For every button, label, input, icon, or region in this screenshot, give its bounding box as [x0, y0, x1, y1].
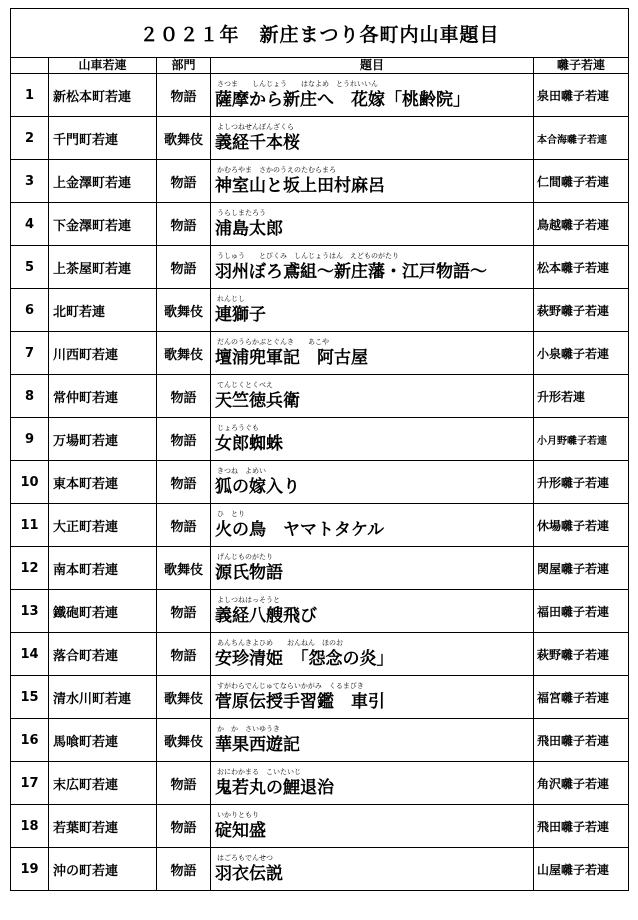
page-title: ２０２１年 新庄まつり各町内山車題目: [11, 9, 629, 58]
header-subject: 題目: [211, 58, 534, 74]
row-number: 18: [11, 805, 49, 848]
float-group-name: 東本町若連: [49, 461, 157, 504]
hayashi-group-name: 関屋囃子若連: [534, 547, 629, 590]
float-group-name: 北町若連: [49, 289, 157, 332]
subject-cell: [211, 332, 534, 375]
float-group-name: 南本町若連: [49, 547, 157, 590]
subject-title: 華果西遊記: [215, 734, 300, 755]
category-cell: 物語: [157, 633, 211, 676]
hayashi-group-name: 福宮囃子若連: [534, 676, 629, 719]
table-row: [11, 418, 629, 461]
subject-furigana: てんじくとくべえ: [217, 380, 273, 389]
subject-title: 安珍清姫 「怨念の炎」: [215, 648, 394, 669]
hayashi-group-name: 升形囃子若連: [534, 461, 629, 504]
table-row: [11, 848, 629, 891]
subject-title: 神室山と坂上田村麻呂: [215, 175, 385, 196]
subject-title: 壇浦兜軍記 阿古屋: [215, 347, 368, 368]
hayashi-group-name: 小月野囃子若連: [534, 418, 629, 461]
subject-cell: [211, 719, 534, 762]
table-body: [11, 74, 629, 891]
table-row: [11, 805, 629, 848]
hayashi-group-name: 休場囃子若連: [534, 504, 629, 547]
float-group-name: 新松本町若連: [49, 74, 157, 117]
row-number: 7: [11, 332, 49, 375]
row-number: 2: [11, 117, 49, 160]
float-group-name: 上金澤町若連: [49, 160, 157, 203]
subject-furigana: おにわかまる こいたいじ: [217, 767, 301, 776]
subject-furigana: か か さいゆうき: [217, 724, 280, 733]
row-number: 17: [11, 762, 49, 805]
float-group-name: 常仲町若連: [49, 375, 157, 418]
hayashi-group-name: 飛田囃子若連: [534, 719, 629, 762]
subject-cell: [211, 461, 534, 504]
row-number: 8: [11, 375, 49, 418]
table-row: [11, 676, 629, 719]
row-number: 11: [11, 504, 49, 547]
category-cell: 物語: [157, 805, 211, 848]
category-cell: 歌舞伎: [157, 289, 211, 332]
table-header-row: [11, 58, 629, 74]
category-cell: 歌舞伎: [157, 117, 211, 160]
category-cell: 歌舞伎: [157, 332, 211, 375]
category-cell: 物語: [157, 203, 211, 246]
subject-cell: [211, 848, 534, 891]
float-group-name: 千門町若連: [49, 117, 157, 160]
subject-title: 羽衣伝説: [215, 863, 283, 884]
subject-furigana: よしつねせんぼんざくら: [217, 122, 294, 131]
subject-title: 碇知盛: [215, 820, 266, 841]
subject-furigana: うらしまたろう: [217, 208, 266, 217]
row-number: 4: [11, 203, 49, 246]
subject-furigana: れんじし: [217, 294, 245, 303]
category-cell: 物語: [157, 160, 211, 203]
table-row: [11, 633, 629, 676]
hayashi-group-name: 升形若連: [534, 375, 629, 418]
subject-furigana: だんのうらかぶとぐんき あこや: [217, 337, 329, 346]
subject-furigana: じょろうぐも: [217, 423, 259, 432]
float-group-name: 大正町若連: [49, 504, 157, 547]
subject-title: 狐の嫁入り: [215, 476, 300, 497]
float-group-name: 下金澤町若連: [49, 203, 157, 246]
subject-cell: [211, 590, 534, 633]
table-row: [11, 547, 629, 590]
subject-furigana: うしゅう とびくみ しんじょうはん えどものがたり: [217, 251, 399, 260]
hayashi-group-name: 山屋囃子若連: [534, 848, 629, 891]
subject-cell: [211, 547, 534, 590]
subject-title: 鬼若丸の鯉退治: [215, 777, 334, 798]
table-row: [11, 461, 629, 504]
row-number: 16: [11, 719, 49, 762]
float-group-name: 沖の町若連: [49, 848, 157, 891]
table-row: [11, 246, 629, 289]
hayashi-group-name: 泉田囃子若連: [534, 74, 629, 117]
subject-furigana: よしつねはっそうと: [217, 595, 280, 604]
subject-title: 天竺徳兵衛: [215, 390, 300, 411]
subject-cell: [211, 676, 534, 719]
hayashi-group-name: 福田囃子若連: [534, 590, 629, 633]
subject-title: 義経千本桜: [215, 132, 300, 153]
table-row: [11, 203, 629, 246]
subject-furigana: かむろやま さかのうえのたむらまろ: [217, 165, 336, 174]
header-number: [11, 58, 49, 74]
table-row: [11, 289, 629, 332]
subject-cell: [211, 246, 534, 289]
table-row: [11, 160, 629, 203]
float-subject-table: [10, 8, 629, 891]
row-number: 15: [11, 676, 49, 719]
schedule-sheet: [10, 8, 628, 891]
float-group-name: 若葉町若連: [49, 805, 157, 848]
subject-cell: [211, 762, 534, 805]
category-cell: 物語: [157, 375, 211, 418]
float-group-name: 落合町若連: [49, 633, 157, 676]
subject-furigana: はごろもでんせつ: [217, 853, 273, 862]
row-number: 3: [11, 160, 49, 203]
subject-furigana: さつま しんじょう はなよめ とうれいいん: [217, 79, 378, 88]
row-number: 5: [11, 246, 49, 289]
subject-furigana: あんちんきよひめ おんねん ほのお: [217, 638, 343, 647]
category-cell: 物語: [157, 590, 211, 633]
subject-cell: [211, 117, 534, 160]
subject-furigana: げんじものがたり: [217, 552, 273, 561]
hayashi-group-name: 本合海囃子若連: [534, 117, 629, 160]
table-row: [11, 504, 629, 547]
category-cell: 物語: [157, 504, 211, 547]
float-group-name: 川西町若連: [49, 332, 157, 375]
subject-title: 義経八艘飛び: [215, 605, 317, 626]
subject-furigana: いかりともり: [217, 810, 259, 819]
category-cell: 歌舞伎: [157, 547, 211, 590]
subject-cell: [211, 160, 534, 203]
row-number: 12: [11, 547, 49, 590]
hayashi-group-name: 飛田囃子若連: [534, 805, 629, 848]
header-category: 部門: [157, 58, 211, 74]
subject-title: 連獅子: [215, 304, 266, 325]
subject-furigana: ひ とり: [217, 509, 245, 518]
hayashi-group-name: 松本囃子若連: [534, 246, 629, 289]
table-row: [11, 590, 629, 633]
subject-cell: [211, 418, 534, 461]
category-cell: 物語: [157, 74, 211, 117]
subject-title: 火の鳥 ヤマトタケル: [215, 519, 385, 540]
row-number: 13: [11, 590, 49, 633]
float-group-name: 万場町若連: [49, 418, 157, 461]
row-number: 10: [11, 461, 49, 504]
subject-title: 女郎蜘蛛: [215, 433, 283, 454]
category-cell: 物語: [157, 461, 211, 504]
hayashi-group-name: 仁間囃子若連: [534, 160, 629, 203]
category-cell: 物語: [157, 246, 211, 289]
table-row: [11, 719, 629, 762]
subject-cell: [211, 805, 534, 848]
float-group-name: 清水川町若連: [49, 676, 157, 719]
hayashi-group-name: 鳥越囃子若連: [534, 203, 629, 246]
header-group: 山車若連: [49, 58, 157, 74]
subject-cell: [211, 289, 534, 332]
hayashi-group-name: 角沢囃子若連: [534, 762, 629, 805]
hayashi-group-name: 萩野囃子若連: [534, 289, 629, 332]
table-row: [11, 375, 629, 418]
subject-cell: [211, 633, 534, 676]
row-number: 19: [11, 848, 49, 891]
subject-furigana: すがわらでんじゅてならいかがみ くるまびき: [217, 681, 364, 690]
subject-cell: [211, 203, 534, 246]
category-cell: 歌舞伎: [157, 719, 211, 762]
subject-title: 浦島太郎: [215, 218, 283, 239]
float-group-name: 馬喰町若連: [49, 719, 157, 762]
row-number: 1: [11, 74, 49, 117]
row-number: 14: [11, 633, 49, 676]
subject-title: 羽州ぼろ鳶組～新庄藩・江戸物語～: [215, 261, 487, 282]
float-group-name: 鐵砲町若連: [49, 590, 157, 633]
row-number: 6: [11, 289, 49, 332]
subject-cell: [211, 504, 534, 547]
category-cell: 物語: [157, 762, 211, 805]
float-group-name: 末広町若連: [49, 762, 157, 805]
hayashi-group-name: 小泉囃子若連: [534, 332, 629, 375]
subject-cell: [211, 375, 534, 418]
subject-title: 薩摩から新庄へ 花嫁「桃齢院」: [215, 89, 470, 110]
header-hayashi: 囃子若連: [534, 58, 629, 74]
category-cell: 物語: [157, 418, 211, 461]
subject-title: 源氏物語: [215, 562, 283, 583]
subject-furigana: きつね よめい: [217, 466, 266, 475]
table-row: [11, 332, 629, 375]
row-number: 9: [11, 418, 49, 461]
table-row: [11, 74, 629, 117]
table-row: [11, 117, 629, 160]
subject-cell: [211, 74, 534, 117]
category-cell: 物語: [157, 848, 211, 891]
hayashi-group-name: 萩野囃子若連: [534, 633, 629, 676]
float-group-name: 上茶屋町若連: [49, 246, 157, 289]
category-cell: 歌舞伎: [157, 676, 211, 719]
subject-title: 菅原伝授手習鑑 車引: [215, 691, 385, 712]
table-row: [11, 762, 629, 805]
